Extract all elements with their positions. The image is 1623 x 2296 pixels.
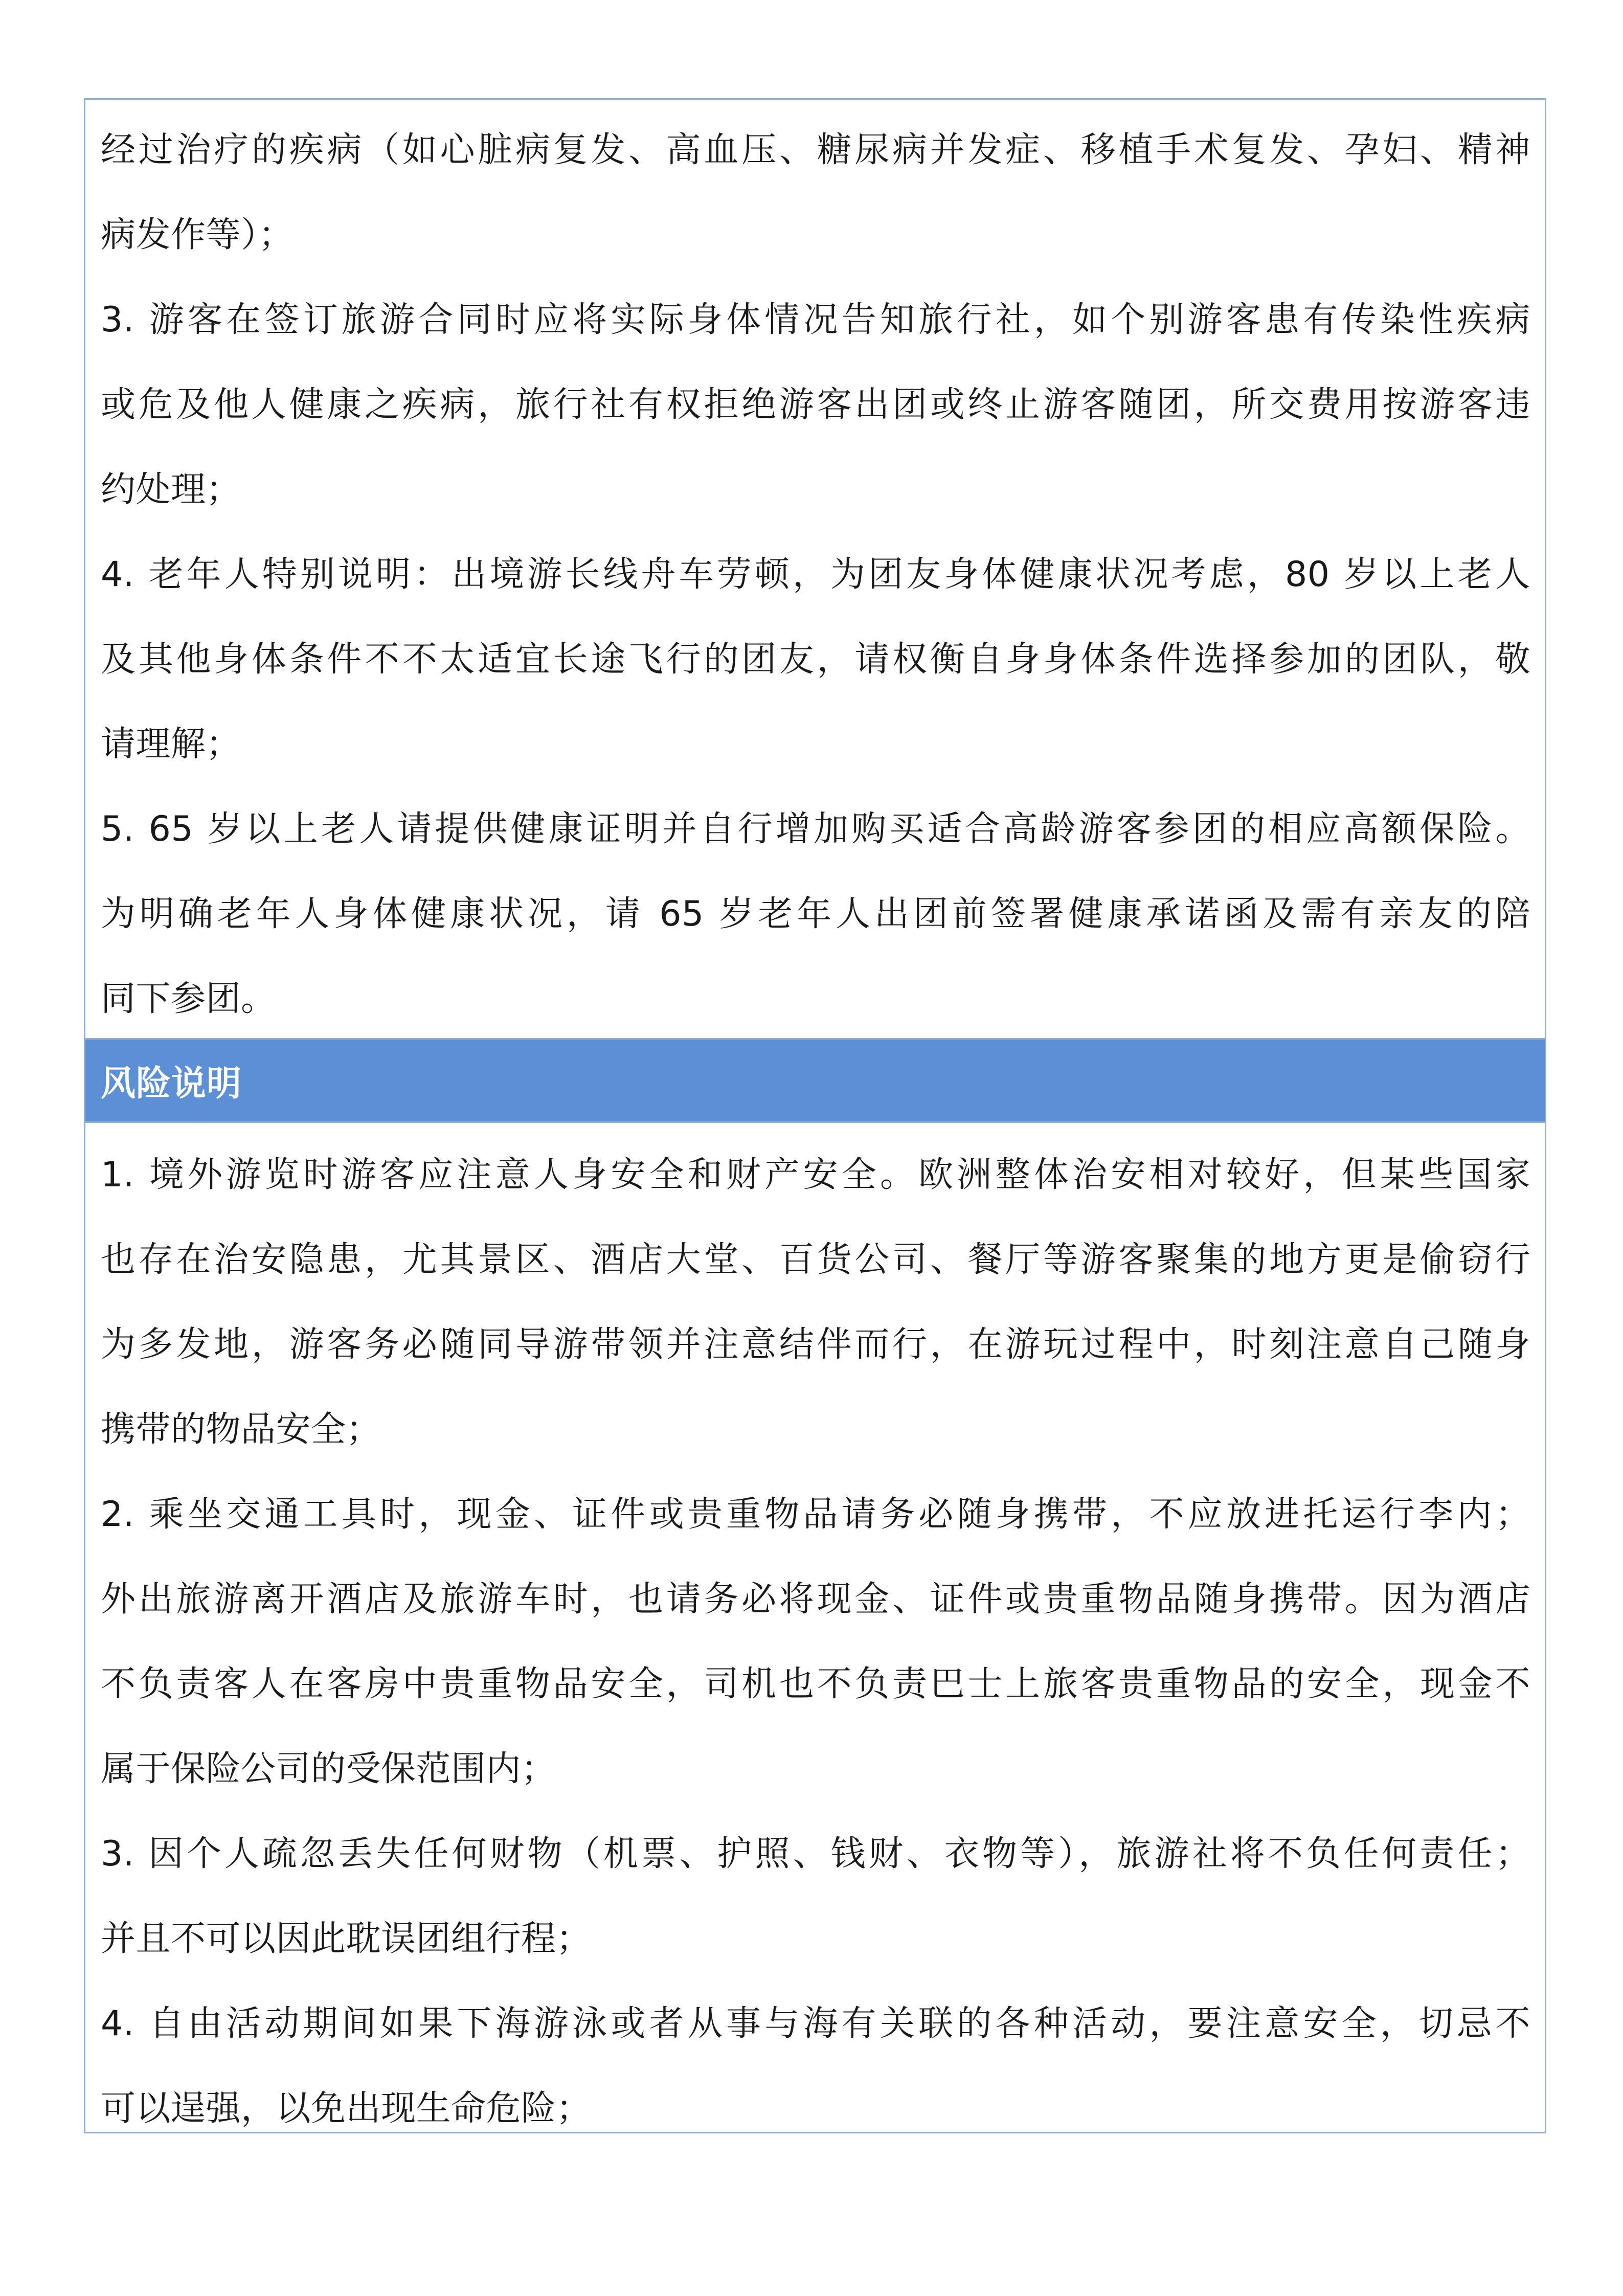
risk-line: 4. 自由活动期间如果下海游泳或者从事与海有关联的各种活动，要注意安全，切忌不 [101, 2004, 1530, 2044]
risk-line: 可以逞强，以免出现生命危险； [101, 2088, 592, 2129]
risk-notes-section [85, 1124, 1545, 2132]
health-line: 约处理； [101, 469, 241, 510]
risk-line: 3. 因个人疏忽丢失任何财物（机票、护照、钱财、衣物等），旅游社将不负任何责任； [101, 1834, 1530, 1874]
risk-line: 1. 境外游览时游客应注意人身安全和财产安全。欧洲整体治安相对较好，但某些国家 [101, 1155, 1530, 1195]
risk-line: 并且不可以因此耽误团组行程； [101, 1919, 592, 1959]
health-line: 或危及他人健康之疾病，旅行社有权拒绝游客出团或终止游客随团，所交费用按游客违 [101, 385, 1530, 425]
health-line: 5. 65 岁以上老人请提供健康证明并自行增加购买适合高龄游客参团的相应高额保险。 [101, 809, 1530, 849]
risk-section-header [85, 1038, 1545, 1123]
health-line: 请理解； [101, 724, 241, 764]
health-line: 同下参团。 [101, 979, 276, 1019]
health-line: 病发作等）； [101, 215, 294, 255]
risk-line: 属于保险公司的受保范围内； [101, 1749, 556, 1789]
risk-section-title: 风险说明 [101, 1063, 242, 1104]
risk-line: 2. 乘坐交通工具时，现金、证件或贵重物品请务必随身携带，不应放进托运行李内； [101, 1494, 1530, 1535]
risk-line: 为多发地，游客务必随同导游带领并注意结伴而行，在游玩过程中，时刻注意自己随身 [101, 1324, 1530, 1365]
risk-line: 不负责客人在客房中贵重物品安全，司机也不负责巴士上旅客贵重物品的安全，现金不 [101, 1664, 1530, 1704]
risk-line: 外出旅游离开酒店及旅游车时，也请务必将现金、证件或贵重物品随身携带。因为酒店 [101, 1579, 1530, 1619]
notice-table [84, 98, 1546, 2133]
health-line: 及其他身体条件不不太适宜长途飞行的团友，请权衡自身身体条件选择参加的团队，敬 [101, 639, 1530, 680]
health-line: 经过治疗的疾病（如心脏病复发、高血压、糖尿病并发症、移植手术复发、孕妇、精神 [101, 130, 1530, 170]
health-line: 为明确老年人身体健康状况，请 65 岁老年人出团前签署健康承诺函及需有亲友的陪 [101, 894, 1530, 934]
risk-line: 携带的物品安全； [101, 1409, 381, 1450]
health-line: 3. 游客在签订旅游合同时应将实际身体情况告知旅行社，如个别游客患有传染性疾病 [101, 300, 1530, 340]
health-line: 4. 老年人特别说明：出境游长线舟车劳顿，为团友身体健康状况考虑，80 岁以上老人 [101, 554, 1530, 595]
health-notes-section [85, 100, 1545, 1038]
risk-line: 也存在治安隐患，尤其景区、酒店大堂、百货公司、餐厅等游客聚集的地方更是偷窃行 [101, 1240, 1530, 1280]
